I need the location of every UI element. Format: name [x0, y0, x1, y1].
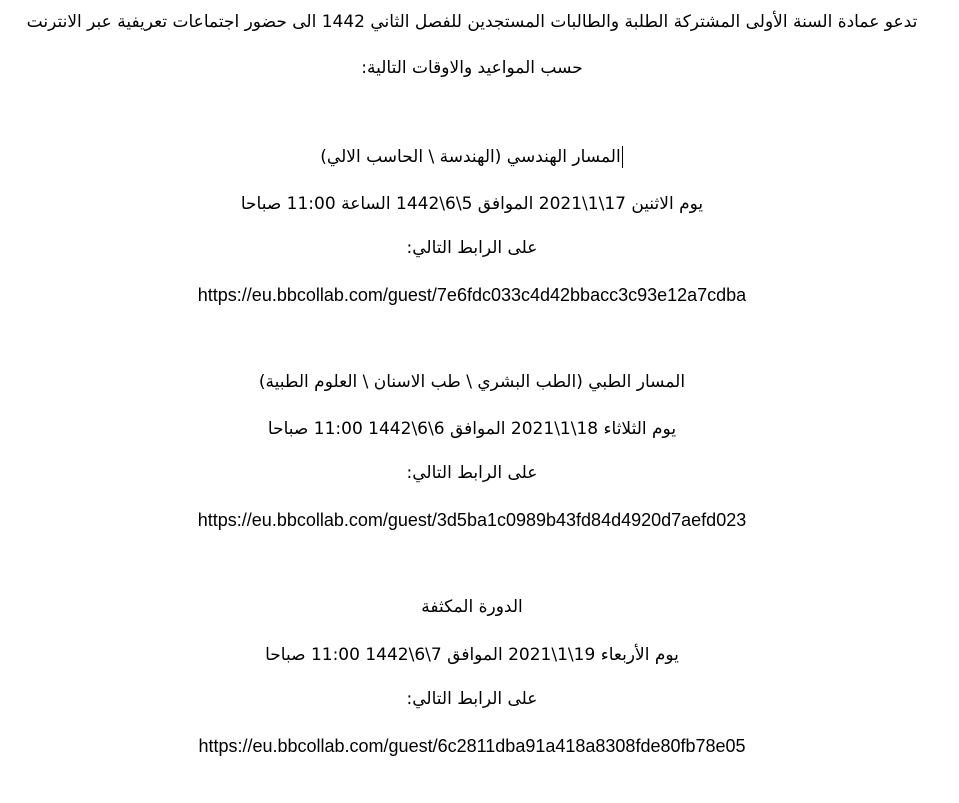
session-2-date: يوم الثلاثاء 18\1\2021 الموافق 6\6\1442 11:00 صباحا — [267, 419, 677, 439]
session-1-date: يوم الاثنين 17\1\2021 الموافق 5\6\1442 الساعة 11:00 صباحا — [240, 194, 704, 214]
session-3-date: يوم الأربعاء 19\1\2021 الموافق 7\6\1442 11:00 صباحا — [265, 645, 679, 665]
session-2-url[interactable]: https://eu.bbcollab.com/guest/3d5ba1c0989b43fd84d4920d7aefd023 — [197, 510, 747, 530]
session-3-url[interactable]: https://eu.bbcollab.com/guest/6c2811dba91a418a8308fde80fb78e05 — [198, 736, 746, 756]
session-2-link-label: على الرابط التالي: — [406, 463, 538, 483]
session-1-link-label: على الرابط التالي: — [406, 238, 538, 258]
text-cursor — [622, 146, 623, 168]
intro-line-1: تدعو عمادة السنة الأولى المشتركة الطلبة والطالبات المستجدين للفصل الثاني 1442 الى حضور اجتماعات تعريفية عبر الانترنت — [26, 12, 918, 32]
intro-line-2: حسب المواعيد والاوقات التالية: — [361, 58, 583, 78]
session-3-title: الدورة المكثفة — [421, 597, 523, 617]
session-1-title: المسار الهندسي (الهندسة \ الحاسب الالي) — [320, 147, 621, 167]
session-1-title-row — [0, 145, 944, 169]
session-1-url[interactable]: https://eu.bbcollab.com/guest/7e6fdc033c4d42bbacc3c93e12a7cdba — [197, 285, 747, 305]
session-3-link-label: على الرابط التالي: — [406, 689, 538, 709]
session-2-title: المسار الطبي (الطب البشري \ طب الاسنان \ العلوم الطبية) — [258, 372, 686, 392]
